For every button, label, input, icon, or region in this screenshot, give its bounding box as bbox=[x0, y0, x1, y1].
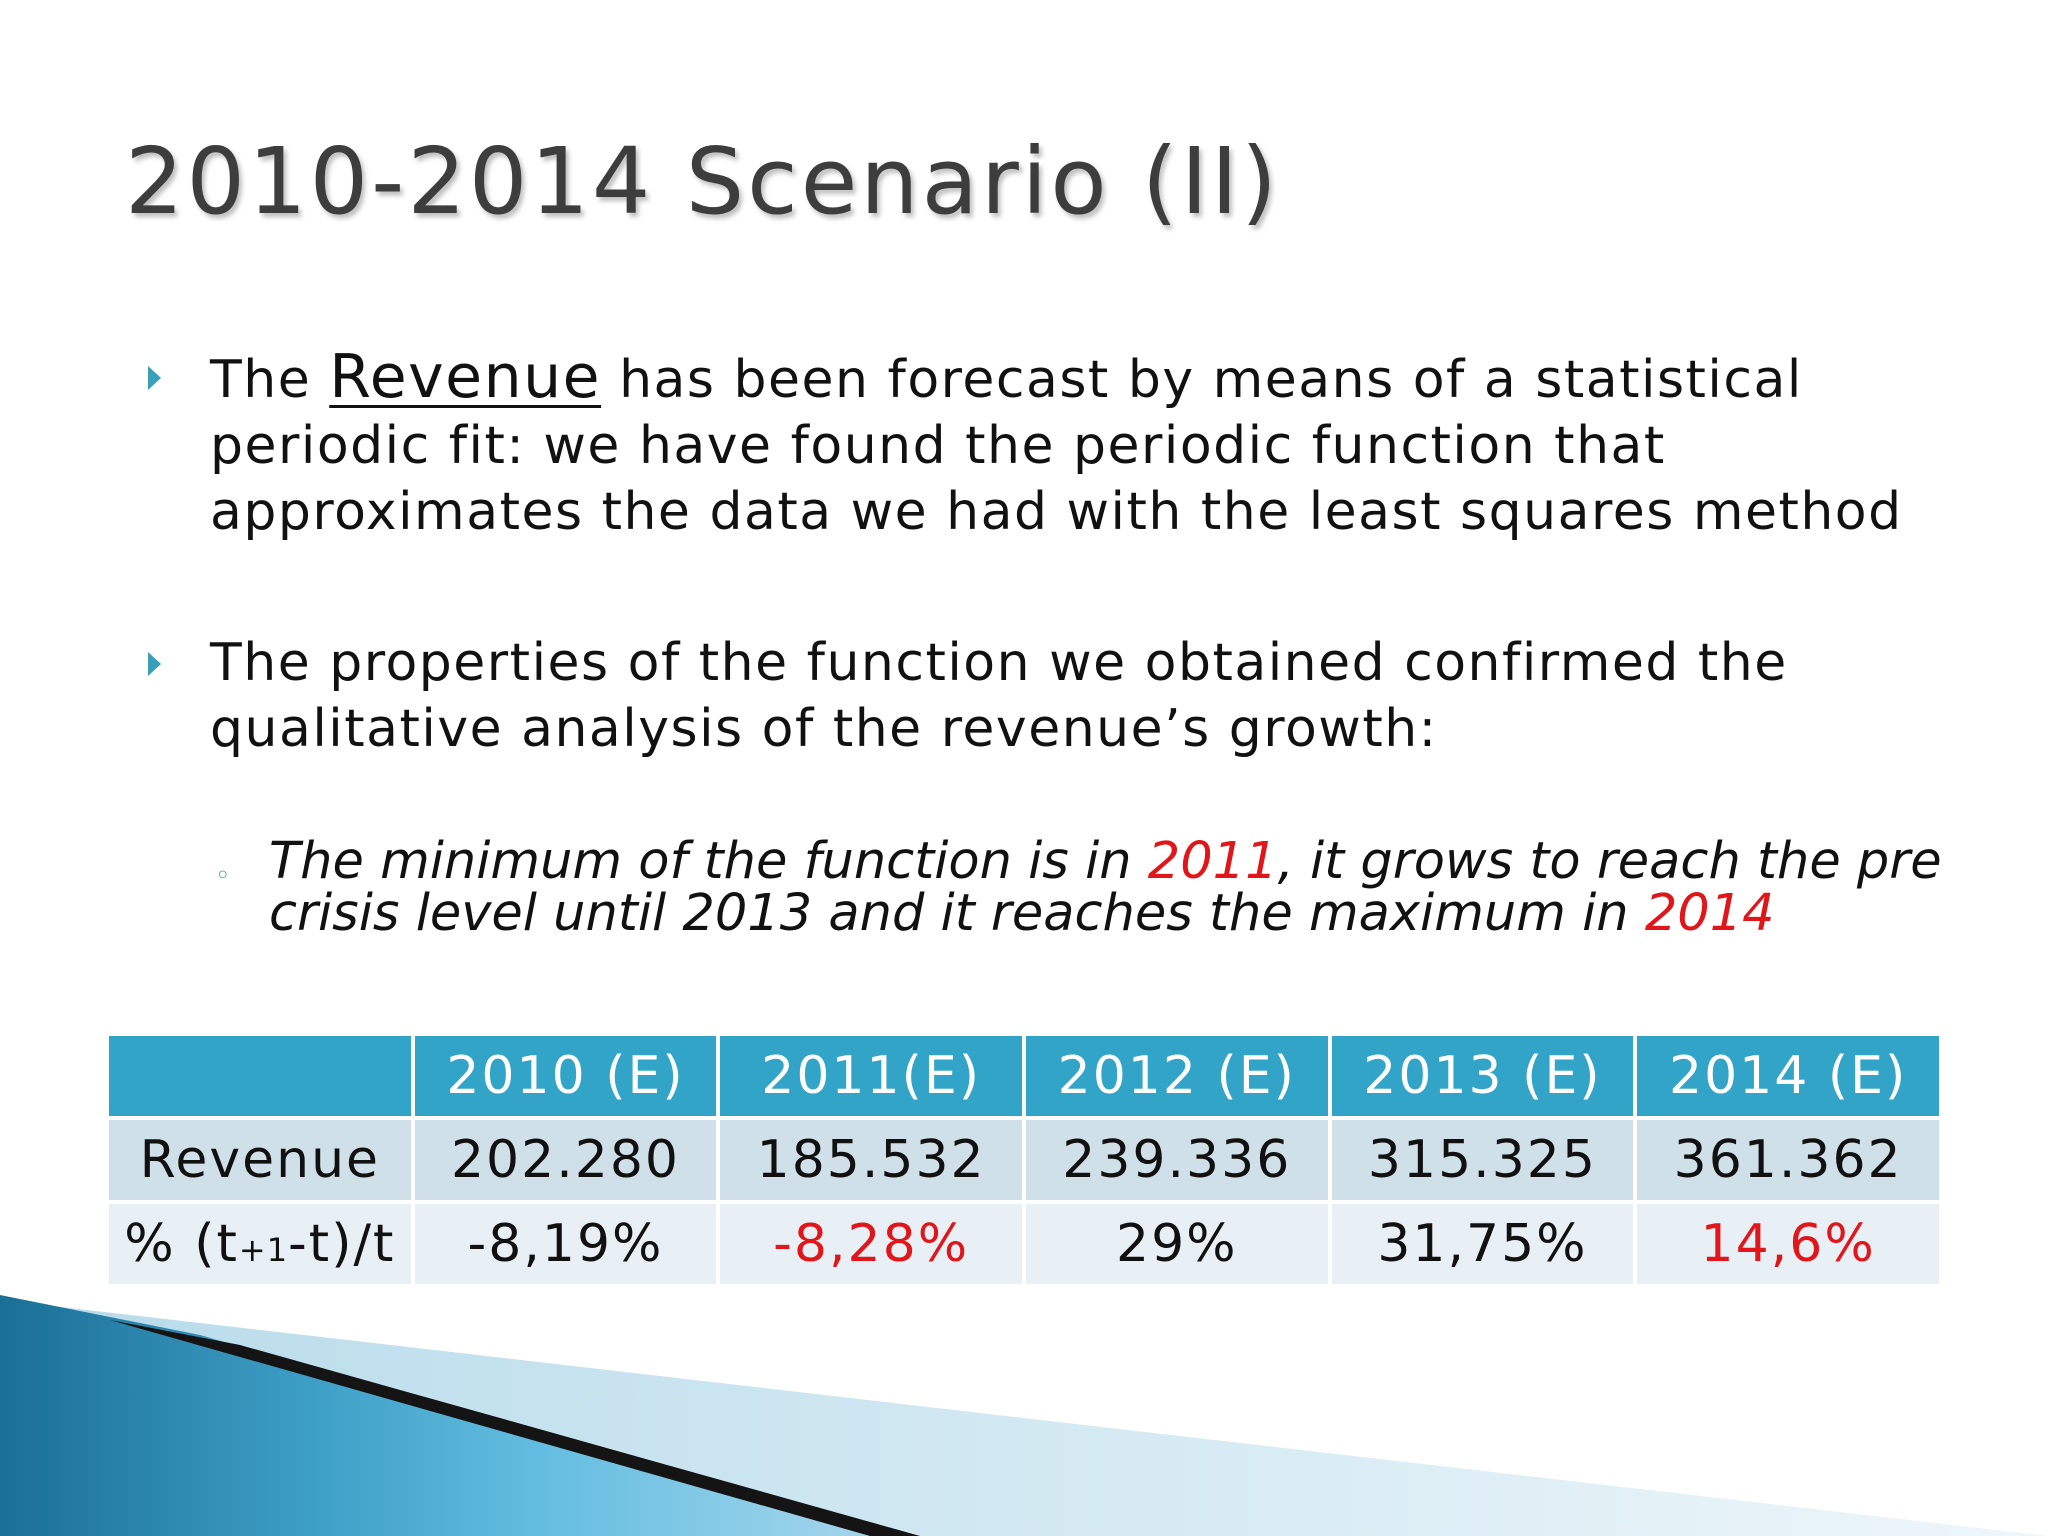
header-cell-2012: 2012 (E) bbox=[1024, 1034, 1330, 1118]
revenue-table bbox=[105, 1032, 1943, 1288]
header-cell-2010: 2010 (E) bbox=[413, 1034, 719, 1118]
change-cell-2011: -8,28% bbox=[718, 1202, 1024, 1286]
bullet-text: The properties of the function we obtained confirmed the qualitative analysis of the revenue’s growth: bbox=[210, 633, 1788, 759]
header-cell-2014: 2014 (E) bbox=[1635, 1034, 1941, 1118]
header-cell-2013: 2013 (E) bbox=[1330, 1034, 1636, 1118]
revenue-cell-2012: 239.336 bbox=[1024, 1118, 1330, 1202]
bullet-text: The Revenue has been forecast by means of a statistical periodic fit: we have found the periodic function that approximates the data we had with the least squares method bbox=[210, 342, 1903, 542]
row-label-revenue: Revenue bbox=[107, 1118, 413, 1202]
min-year: 2011 bbox=[1147, 832, 1278, 891]
change-cell-2010: -8,19% bbox=[413, 1202, 719, 1286]
page-title: 2010-2014 Scenario (II) bbox=[125, 128, 1280, 235]
change-cell-2013: 31,75% bbox=[1330, 1202, 1636, 1286]
change-cell-2014: 14,6% bbox=[1635, 1202, 1941, 1286]
header-cell-2011: 2011(E) bbox=[718, 1034, 1024, 1118]
revenue-cell-2014: 361.362 bbox=[1635, 1118, 1941, 1202]
revenue-cell-2013: 315.325 bbox=[1330, 1118, 1636, 1202]
bullet-function-properties bbox=[148, 630, 1988, 762]
triangle-bullet-icon bbox=[148, 366, 161, 390]
table-row-revenue bbox=[107, 1118, 1941, 1202]
revenue-keyword: Revenue bbox=[329, 342, 602, 412]
triangle-bullet-icon bbox=[148, 652, 161, 676]
row-label-change: % (t+1-t)/t bbox=[107, 1202, 413, 1286]
table-row-change bbox=[107, 1202, 1941, 1286]
table-header-row bbox=[107, 1034, 1941, 1118]
revenue-cell-2010: 202.280 bbox=[413, 1118, 719, 1202]
change-cell-2012: 29% bbox=[1024, 1202, 1330, 1286]
max-year: 2014 bbox=[1644, 884, 1775, 943]
circle-bullet-icon: ◦ bbox=[215, 861, 231, 891]
sub-bullet-min-max bbox=[215, 832, 2005, 943]
bullet-revenue-forecast bbox=[148, 344, 1988, 545]
sub-bullet-text: The minimum of the function is in 2011, it grows to reach the pre crisis level until 2013 and it reaches the maximum in 2014 bbox=[269, 832, 1942, 943]
revenue-cell-2011: 185.532 bbox=[718, 1118, 1024, 1202]
header-cell-empty bbox=[107, 1034, 413, 1118]
